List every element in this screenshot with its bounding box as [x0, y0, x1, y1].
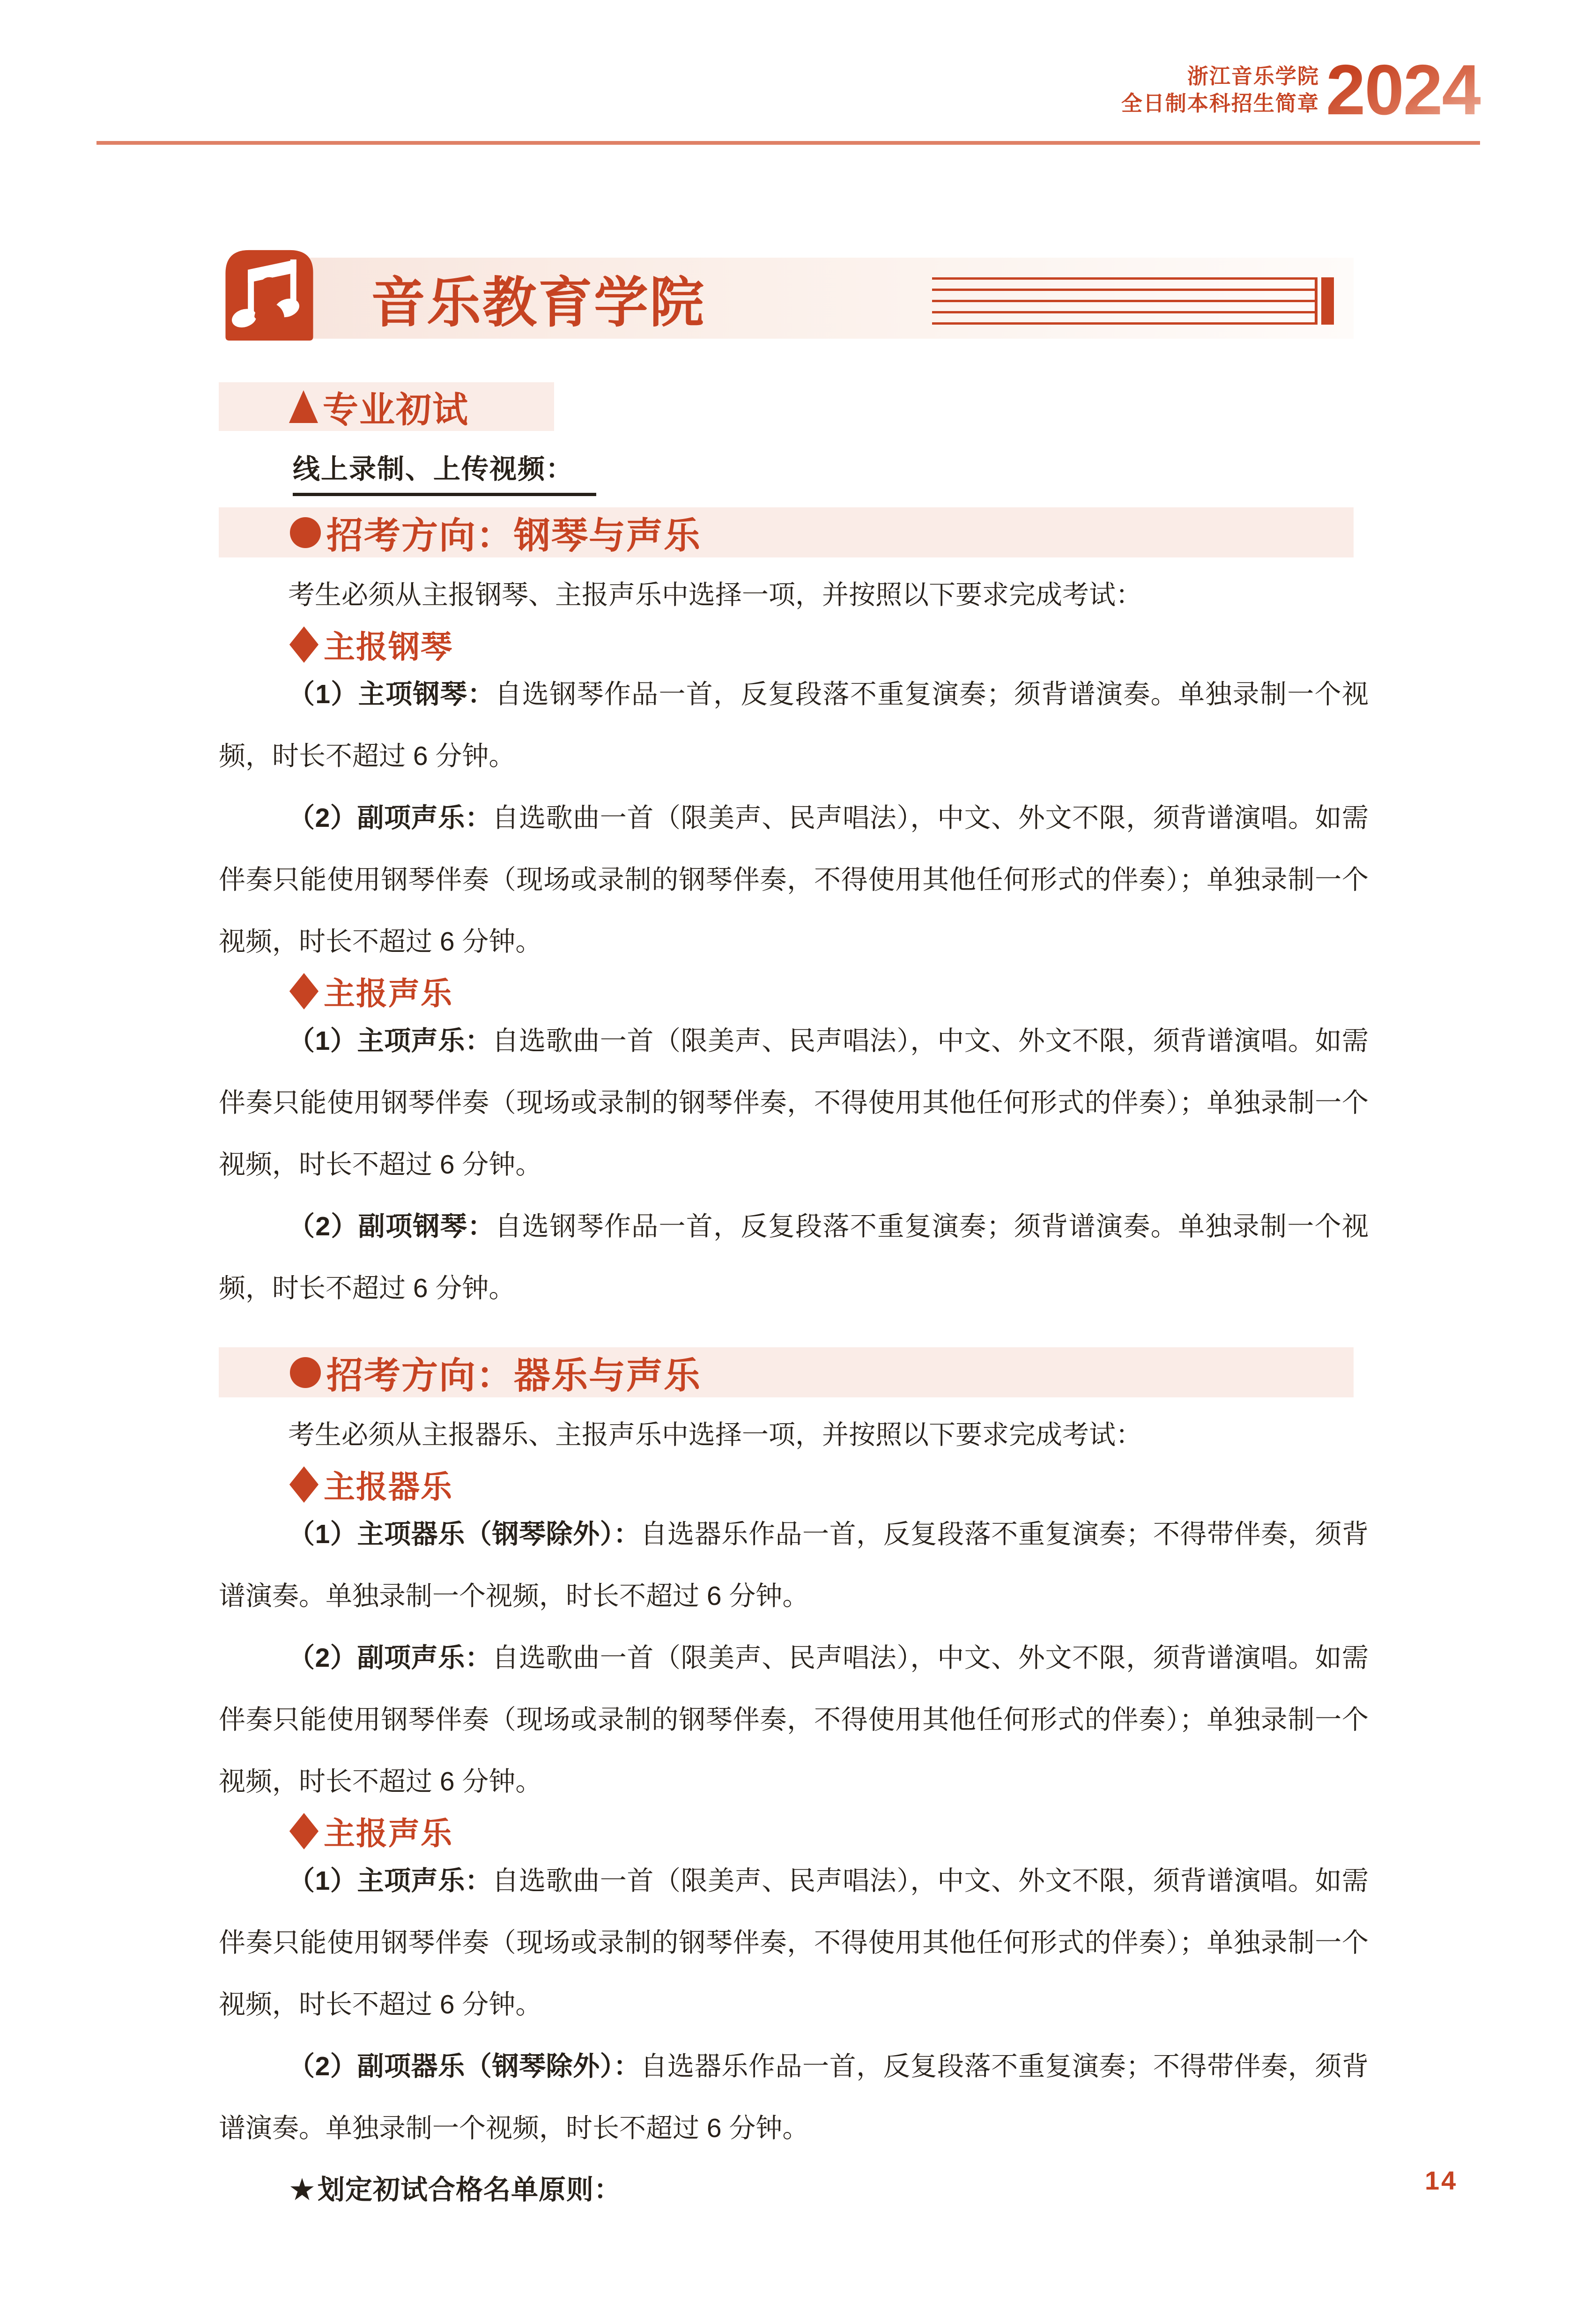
- paragraph: [219, 787, 1369, 973]
- subhead-main-instrument: [219, 1466, 1369, 1503]
- section-band-piano-vocal: [219, 507, 1354, 557]
- paragraph-bold-lead: （2）副项声乐：: [288, 803, 492, 833]
- triangle-icon: [289, 390, 318, 423]
- diamond-icon: [289, 1813, 318, 1849]
- shortlist-principle-text: 划定初试合格名单原则：: [318, 2175, 622, 2205]
- header-college-name: 浙江音乐学院: [1187, 64, 1319, 88]
- section-body-instrument-vocal: [219, 1397, 1369, 2221]
- content-column: [219, 232, 1369, 2221]
- header-divider: [96, 141, 1480, 145]
- paragraph: [219, 1627, 1369, 1812]
- diamond-icon: [289, 973, 318, 1010]
- staff-end-bar: [1321, 277, 1334, 325]
- star-icon: ★: [290, 2175, 315, 2205]
- section-body-piano-vocal: [219, 557, 1369, 1319]
- paragraph-text: 自选歌曲一首（限美声、民声唱法），中文、外文不限，须背谱演唱。如需伴奏只能使用钢琴伴奏（现场或录制的钢琴伴奏，不得使用其他任何形式的伴奏）；单独录制一个视频，时长不超过 6 分钟。: [219, 1026, 1369, 1180]
- paragraph-bold-lead: （2）副项钢琴：: [288, 1211, 495, 1241]
- paragraph-text: 自选器乐作品一首，反复段落不重复演奏；不得带伴奏，须背谱演奏。单独录制一个视频，时长不超过 6 分钟。: [219, 2051, 1369, 2143]
- header-college-block: [1121, 55, 1319, 117]
- header-brochure-title: 全日制本科招生简章: [1121, 91, 1319, 115]
- shortlist-principle-heading: [219, 2159, 1369, 2221]
- paragraph: [219, 1010, 1369, 1195]
- subhead-label: 主报钢琴: [324, 630, 453, 665]
- page-number: 14: [1425, 2166, 1458, 2195]
- subhead-main-piano: [219, 626, 1369, 663]
- delivery-note: [219, 447, 1354, 496]
- delivery-note-text: 线上录制、上传视频：: [293, 447, 596, 496]
- section-band-title: 招考方向：器乐与声乐: [326, 1354, 702, 1396]
- section-band-title: 招考方向：钢琴与声乐: [326, 514, 702, 556]
- paragraph-bold-lead: （1）主项器乐（钢琴除外）：: [288, 1519, 641, 1549]
- banner-title: 音乐教育学院: [371, 272, 705, 333]
- circle-bullet-icon: [290, 517, 321, 548]
- paragraph-text: 自选钢琴作品一首，反复段落不重复演奏；须背谱演奏。单独录制一个视频，时长不超过 6 分钟。: [219, 1211, 1369, 1303]
- subhead-main-vocal: [219, 973, 1369, 1010]
- paragraph-bold-lead: （2）副项声乐：: [288, 1643, 492, 1673]
- circle-bullet-icon: [290, 1357, 321, 1388]
- exam-stage-heading: [219, 382, 554, 431]
- paragraph: [219, 1850, 1369, 2035]
- paragraph-text: 自选钢琴作品一首，反复段落不重复演奏；须背谱演奏。单独录制一个视频，时长不超过 6 分钟。: [219, 679, 1369, 771]
- lead-paragraph: 考生必须从主报钢琴、主报声乐中选择一项，并按照以下要求完成考试：: [288, 580, 1142, 610]
- subhead-label: 主报声乐: [324, 1816, 453, 1851]
- lead-paragraph: 考生必须从主报器乐、主报声乐中选择一项，并按照以下要求完成考试：: [288, 1420, 1142, 1450]
- page-header: [1121, 50, 1481, 130]
- header-year: 2024: [1325, 50, 1481, 130]
- paragraph-bold-lead: （2）副项器乐（钢琴除外）：: [288, 2051, 641, 2081]
- exam-stage-label: 专业初试: [323, 390, 469, 430]
- paragraph-text: 自选歌曲一首（限美声、民声唱法），中文、外文不限，须背谱演唱。如需伴奏只能使用钢琴伴奏（现场或录制的钢琴伴奏，不得使用其他任何形式的伴奏）；单独录制一个视频，时长不超过 6 分钟。: [219, 803, 1369, 957]
- paragraph: [219, 1503, 1369, 1627]
- paragraph-bold-lead: （1）主项钢琴：: [288, 679, 495, 709]
- diamond-icon: [289, 626, 318, 663]
- college-banner: [219, 232, 1354, 341]
- subhead-label: 主报声乐: [324, 976, 453, 1011]
- paragraph: [219, 1195, 1369, 1319]
- paragraph-text: 自选歌曲一首（限美声、民声唱法），中文、外文不限，须背谱演唱。如需伴奏只能使用钢琴伴奏（现场或录制的钢琴伴奏，不得使用其他任何形式的伴奏）；单独录制一个视频，时长不超过 6 分钟。: [219, 1866, 1369, 2020]
- subhead-label: 主报器乐: [324, 1470, 453, 1505]
- paragraph-text: 自选器乐作品一首，反复段落不重复演奏；不得带伴奏，须背谱演奏。单独录制一个视频，时长不超过 6 分钟。: [219, 1519, 1369, 1611]
- subhead-main-vocal: [219, 1812, 1369, 1850]
- section-band-instrument-vocal: [219, 1347, 1354, 1397]
- paragraph-bold-lead: （1）主项声乐：: [288, 1026, 492, 1056]
- diamond-icon: [289, 1466, 318, 1503]
- paragraph: [219, 663, 1369, 787]
- paragraph: [219, 2035, 1369, 2159]
- paragraph-text: 自选歌曲一首（限美声、民声唱法），中文、外文不限，须背谱演唱。如需伴奏只能使用钢琴伴奏（现场或录制的钢琴伴奏，不得使用其他任何形式的伴奏）；单独录制一个视频，时长不超过 6 分钟。: [219, 1643, 1369, 1797]
- staff-lines: [932, 277, 1318, 325]
- music-note-person-icon: [219, 244, 320, 341]
- paragraph-bold-lead: （1）主项声乐：: [288, 1866, 492, 1896]
